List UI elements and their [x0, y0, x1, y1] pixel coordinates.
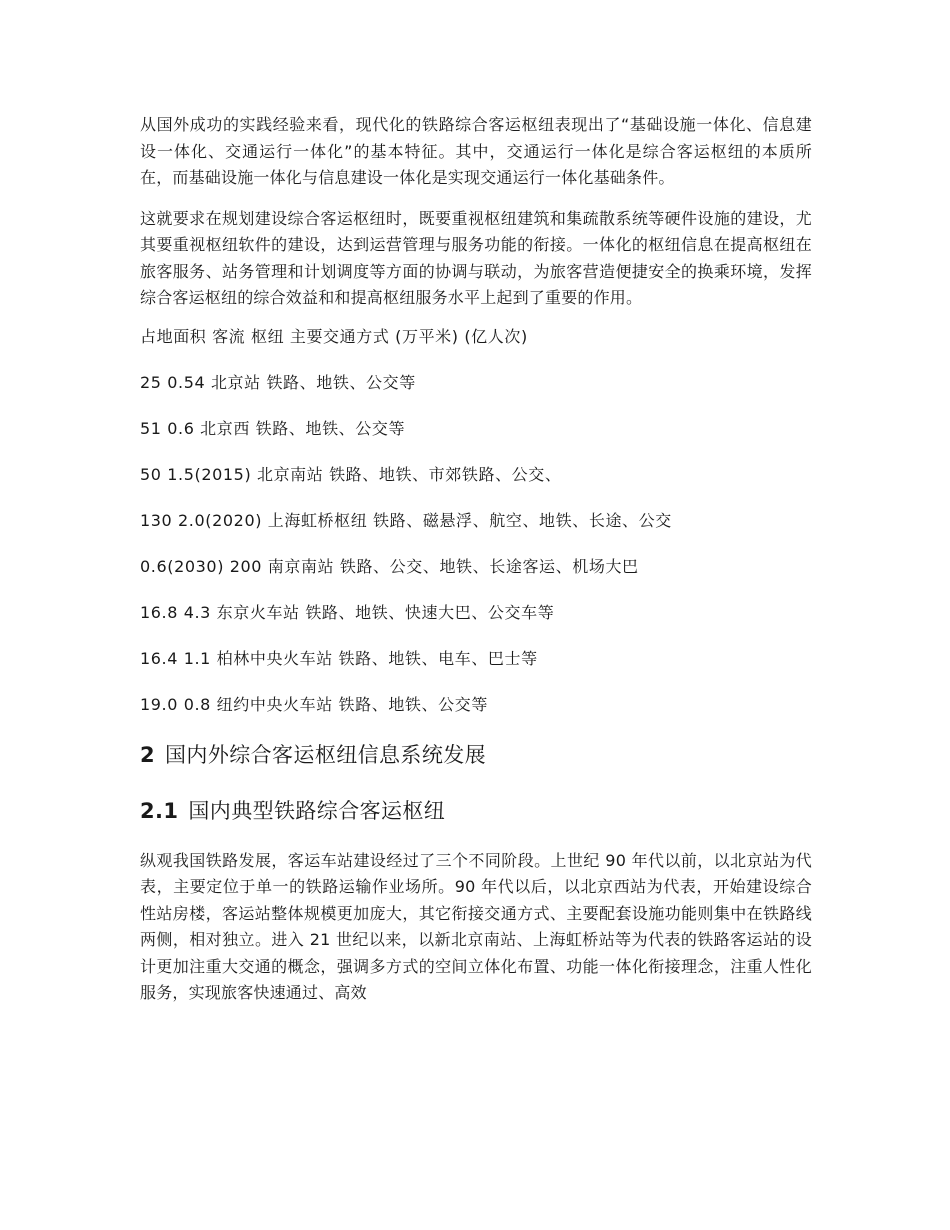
subsection-title: 国内典型铁路综合客运枢纽 [188, 798, 446, 823]
paragraph: 这就要求在规划建设综合客运枢纽时，既要重视枢纽建筑和集疏散系统等硬件设施的建设，尤其要重视枢纽软件的建设，达到运营管理与服务功能的衔接。一体化的枢纽信息在提高枢纽在旅客服务、站务管理和计划调度等方面的协调与联动，为旅客营造便捷安全的换乘环境，发挥综合客运枢纽的综合效益和和提高枢纽服务水平上起到了重要的作用。 [140, 208, 812, 307]
table-row: 25 0.54 北京站 铁路、地铁、公交等 [140, 372, 416, 392]
table-row: 0.6(2030) 200 南京南站 铁路、公交、地铁、长途客运、机场大巴 [140, 556, 639, 576]
table-row: 130 2.0(2020) 上海虹桥枢纽 铁路、磁悬浮、航空、地铁、长途、公交 [140, 510, 672, 530]
document-page [140, 112, 812, 1007]
table-row: 19.0 0.8 纽约中央火车站 铁路、地铁、公交等 [140, 694, 488, 714]
paragraph: 纵观我国铁路发展，客运车站建设经过了三个不同阶段。上世纪 90 年代以前，以北京站为代表，主要定位于单一的铁路运输作业场所。90 年代以后，以北京西站为代表，开始建设综合性站房楼，客运站整体规模更加庞大，其它衔接交通方式、主要配套设施功能则集中在铁路线两侧，相对独立。进入 21 世纪以来，以新北京南站、上海虹桥站等为代表的铁路客运站的设计更加注重大交通的概念，强调多方式的空间立体化布置、功能一体化衔接理念，注重人性化服务，实现旅客快速通过、高效 [140, 850, 812, 1002]
section-heading [140, 740, 812, 770]
paragraph: 从国外成功的实践经验来看，现代化的铁路综合客运枢纽表现出了“基础设施一体化、信息建设一体化、交通运行一体化”的基本特征。其中，交通运行一体化是综合客运枢纽的本质所在，而基础设施一体化与信息建设一体化是实现交通运行一体化基础条件。 [140, 115, 812, 187]
table-row: 51 0.6 北京西 铁路、地铁、公交等 [140, 418, 406, 438]
section-number: 2 [140, 742, 156, 767]
table-row: 50 1.5(2015) 北京南站 铁路、地铁、市郊铁路、公交、 [140, 464, 562, 484]
subsection-heading [140, 796, 812, 826]
table-row: 16.8 4.3 东京火车站 铁路、地铁、快速大巴、公交车等 [140, 602, 555, 622]
section-title: 国内外综合客运枢纽信息系统发展 [165, 742, 487, 767]
hub-table-rows [140, 326, 812, 716]
subsection-number: 2.1 [140, 798, 179, 823]
table-header-row: 占地面积 客流 枢纽 主要交通方式 (万平米) (亿人次) [140, 326, 528, 346]
table-row: 16.4 1.1 柏林中央火车站 铁路、地铁、电车、巴士等 [140, 648, 538, 668]
